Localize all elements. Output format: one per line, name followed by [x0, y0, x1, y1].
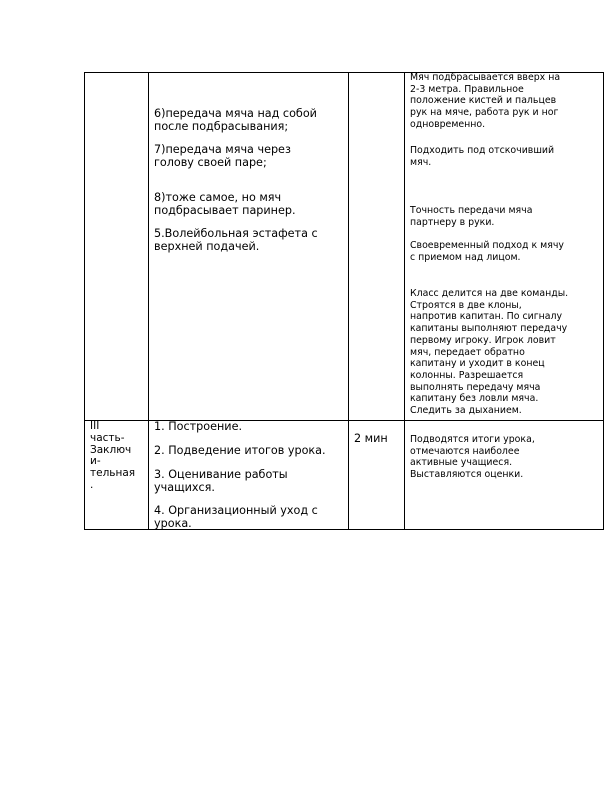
- activity-item: 1. Построение.: [154, 420, 243, 433]
- method-note: Точность передачи мяча партнеру в руки.: [410, 205, 533, 228]
- exercise-item: 7)передача мяча через голову своей паре;: [154, 143, 291, 169]
- activity-item: 2. Подведение итогов урока.: [154, 444, 326, 457]
- exercise-item: 8)тоже самое, но мяч подбрасывает паринер.: [154, 191, 296, 217]
- lesson-part-label: III часть- Заключ и- тельная .: [90, 420, 136, 491]
- exercise-item: 6)передача мяча над собой после подбрасывания;: [154, 107, 317, 133]
- activity-item: 3. Оценивание работы учащихся.: [154, 468, 288, 494]
- activity-item: 4. Организационный уход с урока.: [154, 504, 318, 530]
- column-divider-3: [404, 72, 405, 530]
- duration-value: 2 мин: [354, 432, 388, 445]
- column-divider-2: [348, 72, 349, 530]
- exercise-item: 5.Волейбольная эстафета с верхней подачей.: [154, 227, 318, 253]
- method-note: Мяч подбрасывается вверх на 2-3 метра. Правильное положение кистей и пальцев рук на мяче, работа рук и ног одновременно.: [410, 72, 561, 130]
- method-note: Класс делится на две команды. Строятся в две клоны, напротив капитан. По сигналу капитаны выполняют передачу первому игроку. Игрок ловит мяч, передает обратно капитану и уходит в конец колонны. Разрешается выполнять передачу мяча капитану без ловли мяча. Следить за дыханием.: [410, 288, 569, 417]
- column-divider-1: [148, 72, 149, 530]
- method-note: Подводятся итоги урока, отмечаются наиболее активные учащиеся. Выставляются оценки.: [410, 434, 535, 481]
- table-border-right: [603, 72, 604, 530]
- table-border-left: [84, 72, 85, 530]
- method-note: Подходить под отскочивший мяч.: [410, 145, 555, 168]
- method-note: Своевременный подход к мячу с приемом над лицом.: [410, 240, 564, 263]
